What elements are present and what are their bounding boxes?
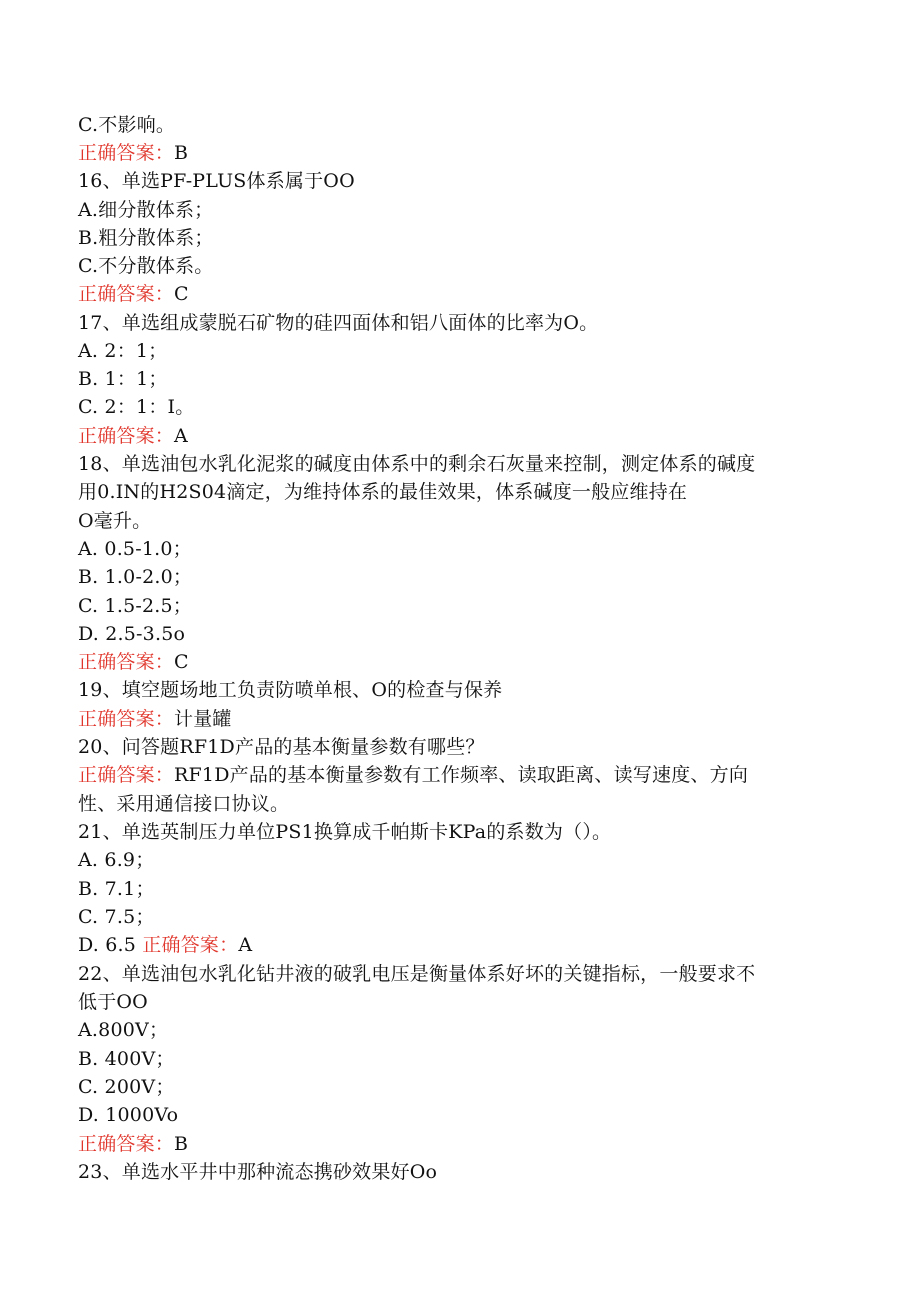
option-b-q21: B. 7.1；	[78, 878, 155, 900]
answer-value: C	[174, 283, 189, 305]
question-18-line1: 18、单选油包水乳化泥浆的碱度由体系中的剩余石灰量来控制，测定体系的碱度	[78, 453, 756, 475]
answer-label: 正确答案：	[78, 708, 175, 730]
option-c-q21: C. 7.5；	[78, 906, 155, 928]
option-c-q18: C. 1.5-2.5；	[78, 595, 192, 617]
answer-q22	[78, 1130, 848, 1158]
answer-label: 正确答案：	[78, 651, 175, 673]
option-d-q18: D. 2.5-3.5o	[78, 623, 186, 645]
answer-q20-line2: 性、采用通信接口协议。	[78, 793, 290, 815]
answer-q19	[78, 705, 848, 733]
question-21: 21、单选英制压力单位PS1换算成千帕斯卡KPa的系数为（）。	[78, 821, 612, 843]
question-22-line2: 低于OO	[78, 991, 148, 1013]
answer-value: RF1D产品的基本衡量参数有工作频率、读取距离、读写速度、方向	[174, 764, 749, 786]
answer-value: B	[174, 142, 189, 164]
answer-label: 正确答案：	[142, 934, 239, 956]
option-a-q18: A. 0.5-1.0；	[78, 538, 192, 560]
option-d-q22: D. 1000Vo	[78, 1104, 179, 1126]
question-20: 20、问答题RF1D产品的基本衡量参数有哪些？	[78, 736, 485, 758]
question-19: 19、填空题场地工负责防喷单根、O的检查与保养	[78, 679, 503, 701]
option-a-q17: A. 2：1；	[78, 340, 168, 362]
answer-q18	[78, 648, 848, 676]
answer-value: 计量罐	[174, 708, 232, 730]
question-16: 16、单选PF-PLUS体系属于OO	[78, 170, 355, 192]
question-18-line2: 用0.IN的H2S04滴定，为维持体系的最佳效果，体系碱度一般应维持在	[78, 481, 688, 503]
option-c-q17: C. 2：1：I。	[78, 396, 195, 418]
answer-q17	[78, 422, 848, 450]
option-b-q22: B. 400V；	[78, 1048, 175, 1070]
option-c-q16: C.不分散体系。	[78, 255, 214, 277]
answer-value: C	[174, 651, 189, 673]
question-17: 17、单选组成蒙脱石矿物的硅四面体和铝八面体的比率为O。	[78, 312, 599, 334]
option-b-q17: B. 1：1；	[78, 368, 168, 390]
option-b-q18: B. 1.0-2.0；	[78, 566, 193, 588]
answer-label: 正确答案：	[78, 764, 175, 786]
option-d-and-answer-q21	[78, 931, 848, 959]
answer-value: A	[174, 425, 188, 447]
answer-q16	[78, 280, 848, 308]
answer-q15	[78, 139, 848, 167]
option-b-q16: B.粗分散体系；	[78, 227, 214, 249]
question-23: 23、单选水平井中那种流态携砂效果好Oo	[78, 1161, 438, 1183]
option-a-q21: A. 6.9；	[78, 849, 155, 871]
option-c-q22: C. 200V；	[78, 1076, 175, 1098]
question-18-line3: O毫升。	[78, 510, 152, 532]
option-a-q22: A.800V；	[78, 1019, 169, 1041]
answer-label: 正确答案：	[78, 142, 175, 164]
answer-q20-line1	[78, 761, 848, 789]
answer-value: B	[174, 1133, 189, 1155]
question-22-line1: 22、单选油包水乳化钻井液的破乳电压是衡量体系好坏的关键指标，一般要求不	[78, 963, 756, 985]
option-a-q16: A.细分散体系；	[78, 199, 214, 221]
answer-label: 正确答案：	[78, 1133, 175, 1155]
answer-value: A	[238, 934, 253, 956]
answer-label: 正确答案：	[78, 283, 175, 305]
option-d-q21: D. 6.5	[78, 934, 143, 956]
option-c-q15: C.不影响。	[78, 114, 176, 136]
answer-label: 正确答案：	[78, 425, 175, 447]
